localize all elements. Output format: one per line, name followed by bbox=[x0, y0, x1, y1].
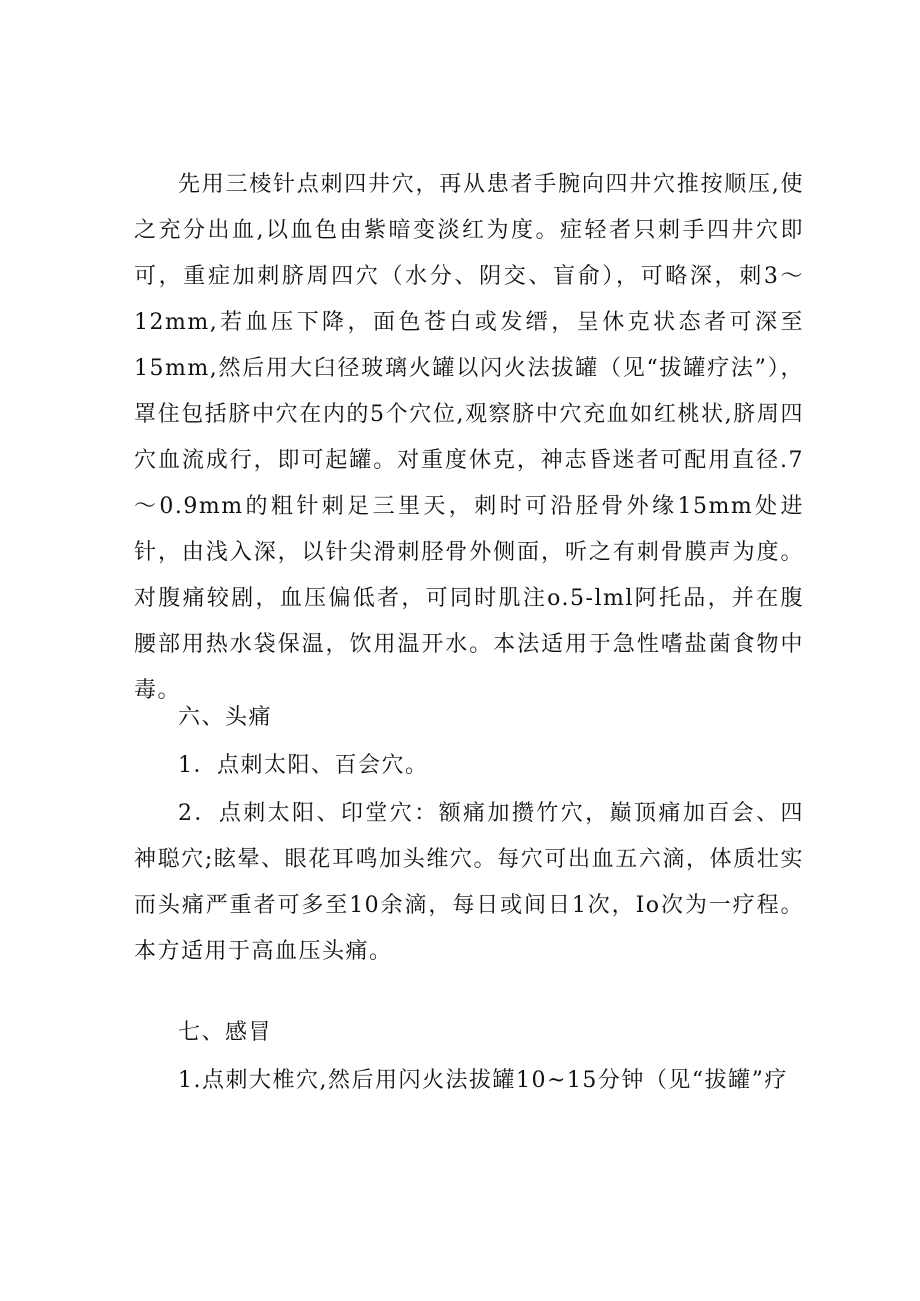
list-item-headache-2 bbox=[134, 791, 804, 975]
list-item-text: 1.点刺大椎穴,然后用闪火法拔罐10~15分钟（见“拔罐”疗 bbox=[178, 1068, 788, 1093]
section-heading-cold bbox=[134, 1010, 804, 1056]
paragraph-text: 先用三棱针点刺四井穴，再从患者手腕向四井穴推按顺压,使之充分出血,以血色由紫暗变淡红为度。症轻者只刺手四井穴即可，重症加刺脐周四穴（水分、阴交、盲俞），可略深，刺3～12mm,若血压下降，面色苍白或发缙，呈休克状态者可深至15mm,然后用大臼径玻璃火罐以闪火法拔罐（见“拔罐疗法”），罩住包括脐中穴在内的5个穴位,观察脐中穴充血如红桃状,脐周四穴血流成行，即可起罐。对重度休克，神志昏迷者可配用直径.7～0.9mm的粗针刺足三里天，刺时可沿胫骨外缘15mm处进针，由浅入深，以针尖滑刺胫骨外侧面，听之有刺骨膜声为度。对腹痛较剧，血压偏低者，可同时肌注o.5-lml阿托品，并在腹腰部用热水袋保温，饮用温开水。本法适用于急性嗜盐菌食物中毒。 bbox=[134, 172, 804, 703]
heading-text: 六、头痛 bbox=[178, 705, 273, 730]
heading-text: 七、感冒 bbox=[178, 1020, 273, 1045]
list-item-headache-1 bbox=[134, 743, 804, 789]
list-item-text: 2．点刺太阳、印堂穴：额痛加攒竹穴，巅顶痛加百会、四神聪穴;眩晕、眼花耳鸣加头维穴。每穴可出血五六滴，体质壮实而头痛严重者可多至10余滴，每日或间日1次，Io次为一疗程。本方适用于高血压头痛。 bbox=[134, 801, 804, 964]
list-item-cold-1 bbox=[134, 1058, 804, 1104]
body-paragraph-treatment bbox=[134, 162, 804, 714]
list-item-text: 1．点刺太阳、百会穴。 bbox=[178, 753, 429, 778]
section-heading-headache bbox=[134, 695, 804, 741]
